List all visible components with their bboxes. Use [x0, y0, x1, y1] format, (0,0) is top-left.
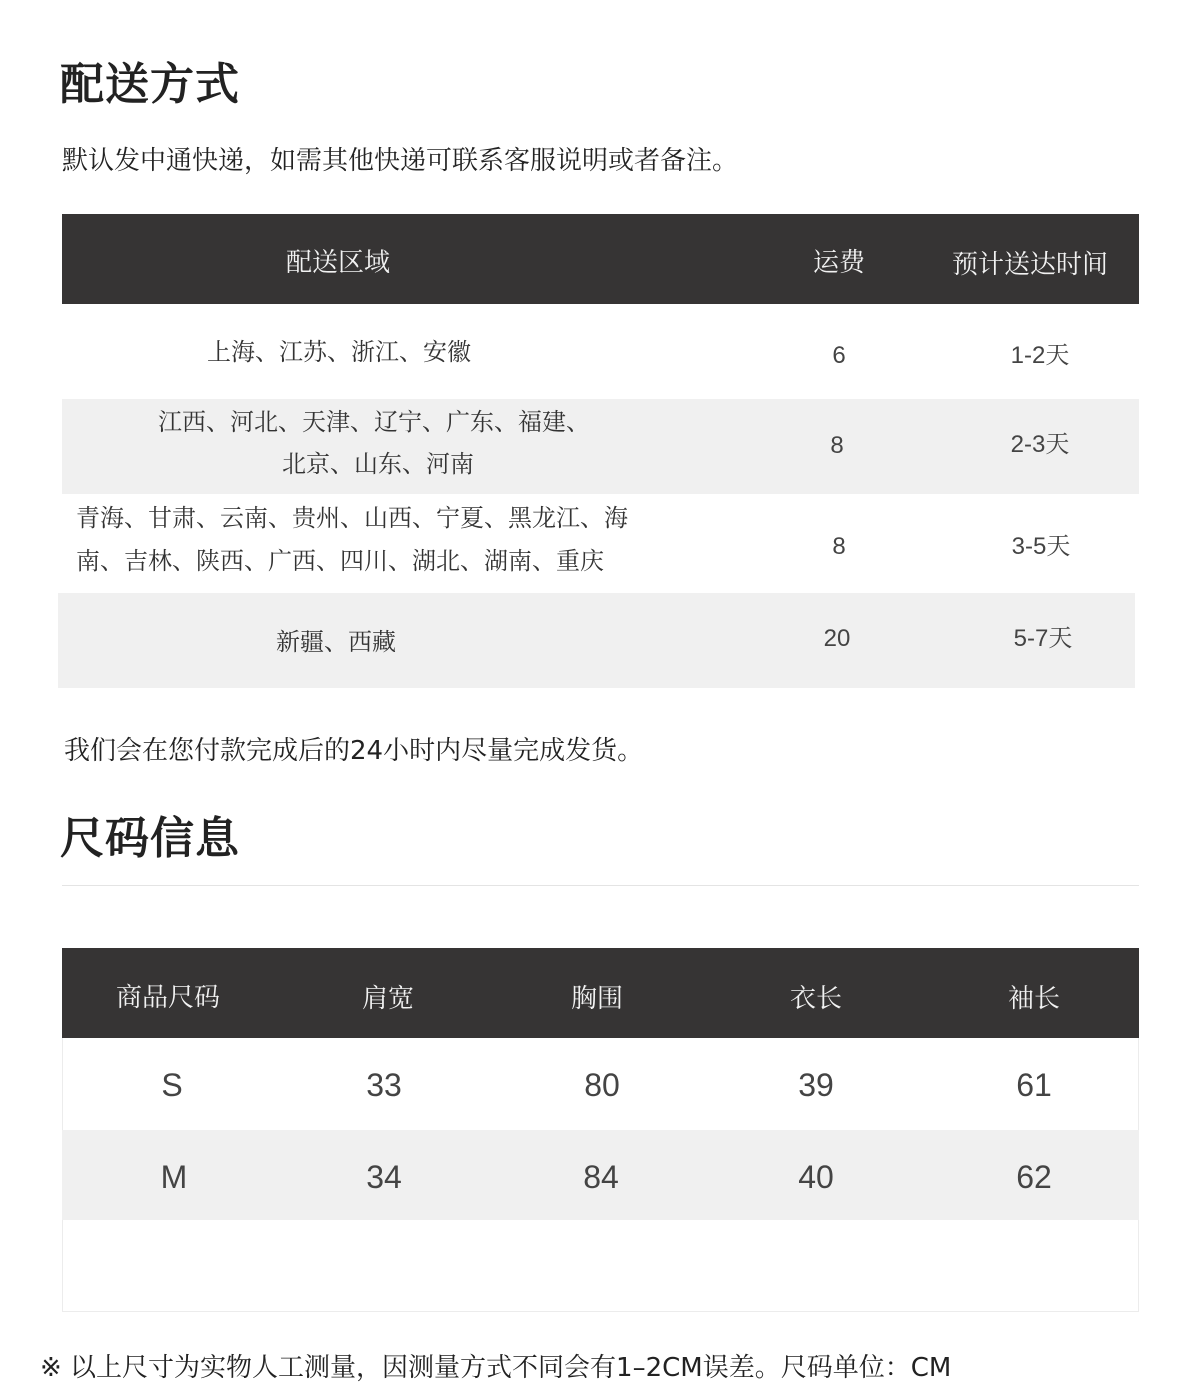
size-cell: S — [161, 1067, 183, 1103]
header-sleeve: 袖长 — [1007, 984, 1061, 1014]
fee-cell: 6 — [832, 342, 846, 369]
area-line: 江西、河北、天津、辽宁、广东、福建、 — [158, 408, 590, 436]
time-cell: 1-2天 — [1010, 342, 1070, 369]
area-line: 北京、山东、河南 — [282, 450, 474, 478]
header-time: 预计送达时间 — [951, 250, 1109, 280]
table-row — [58, 593, 1135, 688]
sleeve-cell: 62 — [1016, 1159, 1052, 1195]
area-cell — [76, 497, 628, 583]
time-cell: 5-7天 — [1013, 625, 1073, 652]
size-footnote: ※ 以上尺寸为实物人工测量，因测量方式不同会有1–2CM误差。尺码单位：CM — [40, 1353, 952, 1383]
fee-cell: 8 — [832, 533, 846, 560]
header-length: 衣长 — [789, 984, 843, 1014]
header-shoulder: 肩宽 — [361, 984, 415, 1014]
table-row — [62, 494, 1139, 593]
sleeve-cell: 61 — [1016, 1067, 1052, 1103]
area-cell: 上海、江苏、浙江、安徽 — [207, 338, 471, 366]
shipping-title: 配送方式 — [60, 59, 240, 110]
table-row — [62, 399, 1139, 494]
time-cell: 2-3天 — [1010, 431, 1070, 458]
header-area: 配送区域 — [285, 248, 391, 278]
table-row — [62, 304, 1139, 399]
size-table-header — [62, 948, 1139, 1038]
shoulder-cell: 34 — [366, 1159, 402, 1195]
size-title: 尺码信息 — [60, 813, 240, 864]
header-chest: 胸围 — [570, 984, 624, 1014]
header-size: 商品尺码 — [115, 983, 221, 1013]
length-cell: 40 — [798, 1159, 834, 1195]
area-cell: 新疆、西藏 — [276, 628, 396, 656]
area-line: 南、吉林、陕西、广西、四川、湖北、湖南、重庆 — [76, 547, 604, 575]
fee-cell: 8 — [830, 432, 844, 459]
area-cell — [158, 401, 590, 485]
area-line: 青海、甘肃、云南、贵州、山西、宁夏、黑龙江、海 — [76, 504, 628, 532]
chest-cell: 84 — [583, 1159, 619, 1195]
size-cell: M — [160, 1159, 188, 1195]
fee-cell: 20 — [823, 625, 851, 652]
time-cell: 3-5天 — [1011, 533, 1071, 560]
shoulder-cell: 33 — [366, 1067, 402, 1103]
table-row — [62, 1130, 1139, 1220]
shipping-table-header — [62, 214, 1139, 304]
shipping-intro: 默认发中通快递，如需其他快递可联系客服说明或者备注。 — [62, 146, 739, 176]
chest-cell: 80 — [584, 1067, 620, 1103]
shipping-note: 我们会在您付款完成后的24小时内尽量完成发货。 — [64, 736, 644, 766]
section-divider — [62, 885, 1139, 886]
table-row — [62, 1038, 1139, 1130]
length-cell: 39 — [798, 1067, 834, 1103]
header-fee: 运费 — [812, 248, 866, 278]
